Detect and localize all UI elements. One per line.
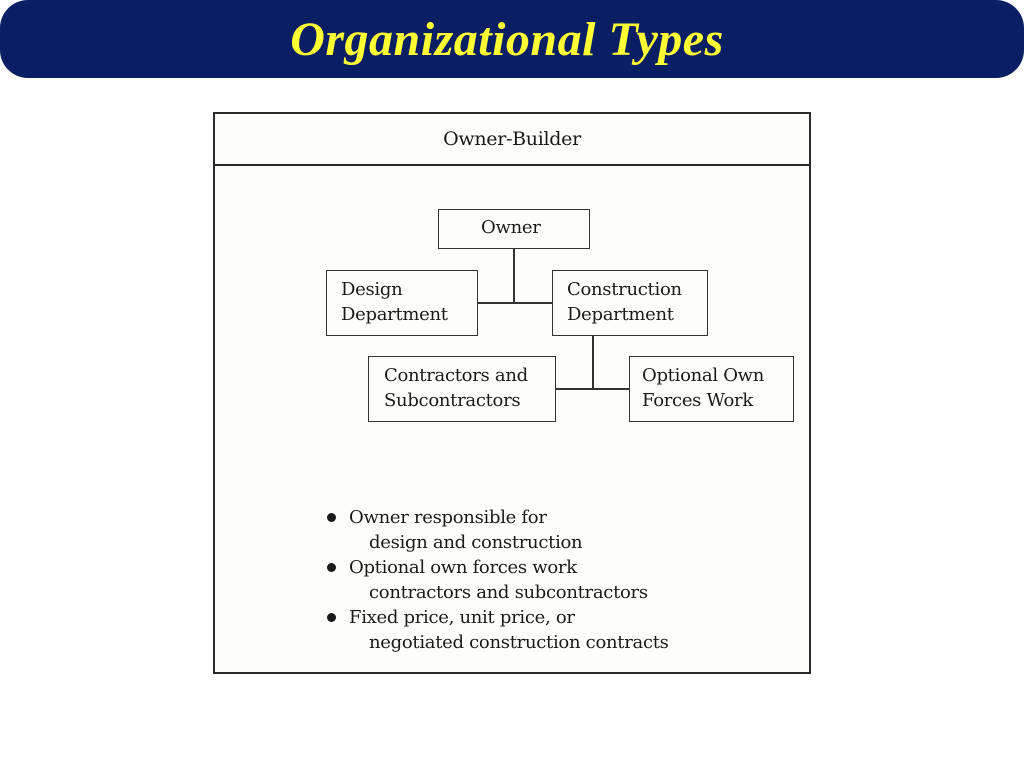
bullet-text: Optional own forces work <box>349 557 577 578</box>
node-own-forces-line2: Forces Work <box>642 390 753 411</box>
slide-title: Organizational Types <box>290 12 724 66</box>
node-owner-label: Owner <box>481 217 541 238</box>
node-construction-line2: Department <box>567 304 674 325</box>
bullet-dot-icon <box>327 563 336 572</box>
bullet-list <box>323 505 793 655</box>
node-owner <box>438 209 590 249</box>
node-design-line2: Department <box>341 304 448 325</box>
frame-title: Owner-Builder <box>443 128 581 150</box>
node-design-department <box>326 270 478 336</box>
bullet-text: Fixed price, unit price, or <box>349 607 575 628</box>
bullet-item <box>323 505 793 555</box>
node-own-forces-line1: Optional Own <box>642 365 765 386</box>
title-bar <box>0 0 1024 78</box>
org-chart-frame <box>213 112 811 674</box>
bullet-item <box>323 555 793 605</box>
node-contractors <box>368 356 556 422</box>
node-design-line1: Design <box>341 279 403 300</box>
node-construction-department <box>552 270 708 336</box>
bullet-item <box>323 605 793 655</box>
node-contractors-line1: Contractors and <box>384 365 528 386</box>
bullet-dot-icon <box>327 613 336 622</box>
bullet-text-cont: negotiated construction contracts <box>369 632 669 653</box>
bullet-dot-icon <box>327 513 336 522</box>
node-own-forces <box>629 356 794 422</box>
node-construction-line1: Construction <box>567 279 682 300</box>
bullet-text-cont: contractors and subcontractors <box>369 582 648 603</box>
bullet-text-cont: design and construction <box>369 532 583 553</box>
bullet-text: Owner responsible for <box>349 507 547 528</box>
node-contractors-line2: Subcontractors <box>384 390 521 411</box>
